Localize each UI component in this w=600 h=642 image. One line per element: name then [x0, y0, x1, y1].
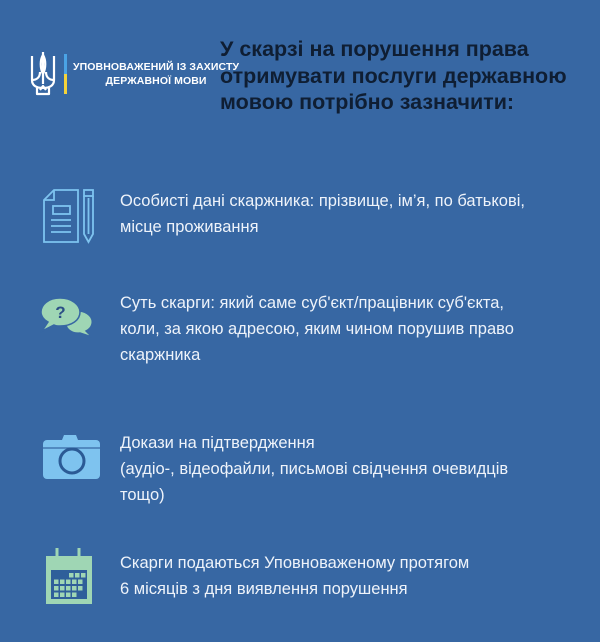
title-line-3: мовою потрібно зазначити: — [220, 90, 515, 114]
title-line-1: У скарзі на порушення права — [220, 37, 529, 61]
item-text — [120, 290, 590, 368]
item-line: коли, за якою адресою, яким чином порушив право — [120, 320, 514, 338]
item-line: місце проживання — [120, 218, 259, 236]
item-line: скаржника — [120, 346, 201, 364]
logo-line-1: УПОВНОВАЖЕНИЙ ІЗ ЗАХИСТУ — [73, 61, 240, 73]
item-line: Особисті дані скаржника: прізвище, ім’я, по батькові, — [120, 192, 525, 210]
calendar-icon — [44, 546, 96, 606]
item-line: (аудіо-, відеофайли, письмові свідчення очевидців — [120, 460, 509, 478]
page-title — [220, 36, 600, 116]
item-line: 6 місяців з дня виявлення порушення — [120, 580, 408, 598]
camera-icon — [42, 434, 102, 480]
svg-text:?: ? — [55, 303, 66, 322]
item-text — [120, 550, 590, 602]
flag-bar — [64, 54, 67, 94]
item-line: Скарги подаються Уповноваженому протягом — [120, 554, 470, 572]
item-text — [120, 430, 590, 508]
item-line: тощо) — [120, 486, 165, 504]
document-pencil-icon — [40, 186, 98, 246]
speech-bubbles-question-icon — [40, 296, 96, 338]
title-line-2: отримувати послуги державною — [220, 63, 567, 88]
logo-text — [73, 60, 239, 88]
item-line: Докази на підтвердження — [120, 434, 315, 452]
trident-icon — [28, 50, 58, 98]
item-line: Суть скарги: який саме суб'єкт/працівник суб'єкта, — [120, 294, 504, 312]
item-text — [120, 188, 590, 240]
ombudsman-logo — [28, 50, 239, 98]
logo-line-2: ДЕРЖАВНОЇ МОВИ — [105, 75, 207, 87]
